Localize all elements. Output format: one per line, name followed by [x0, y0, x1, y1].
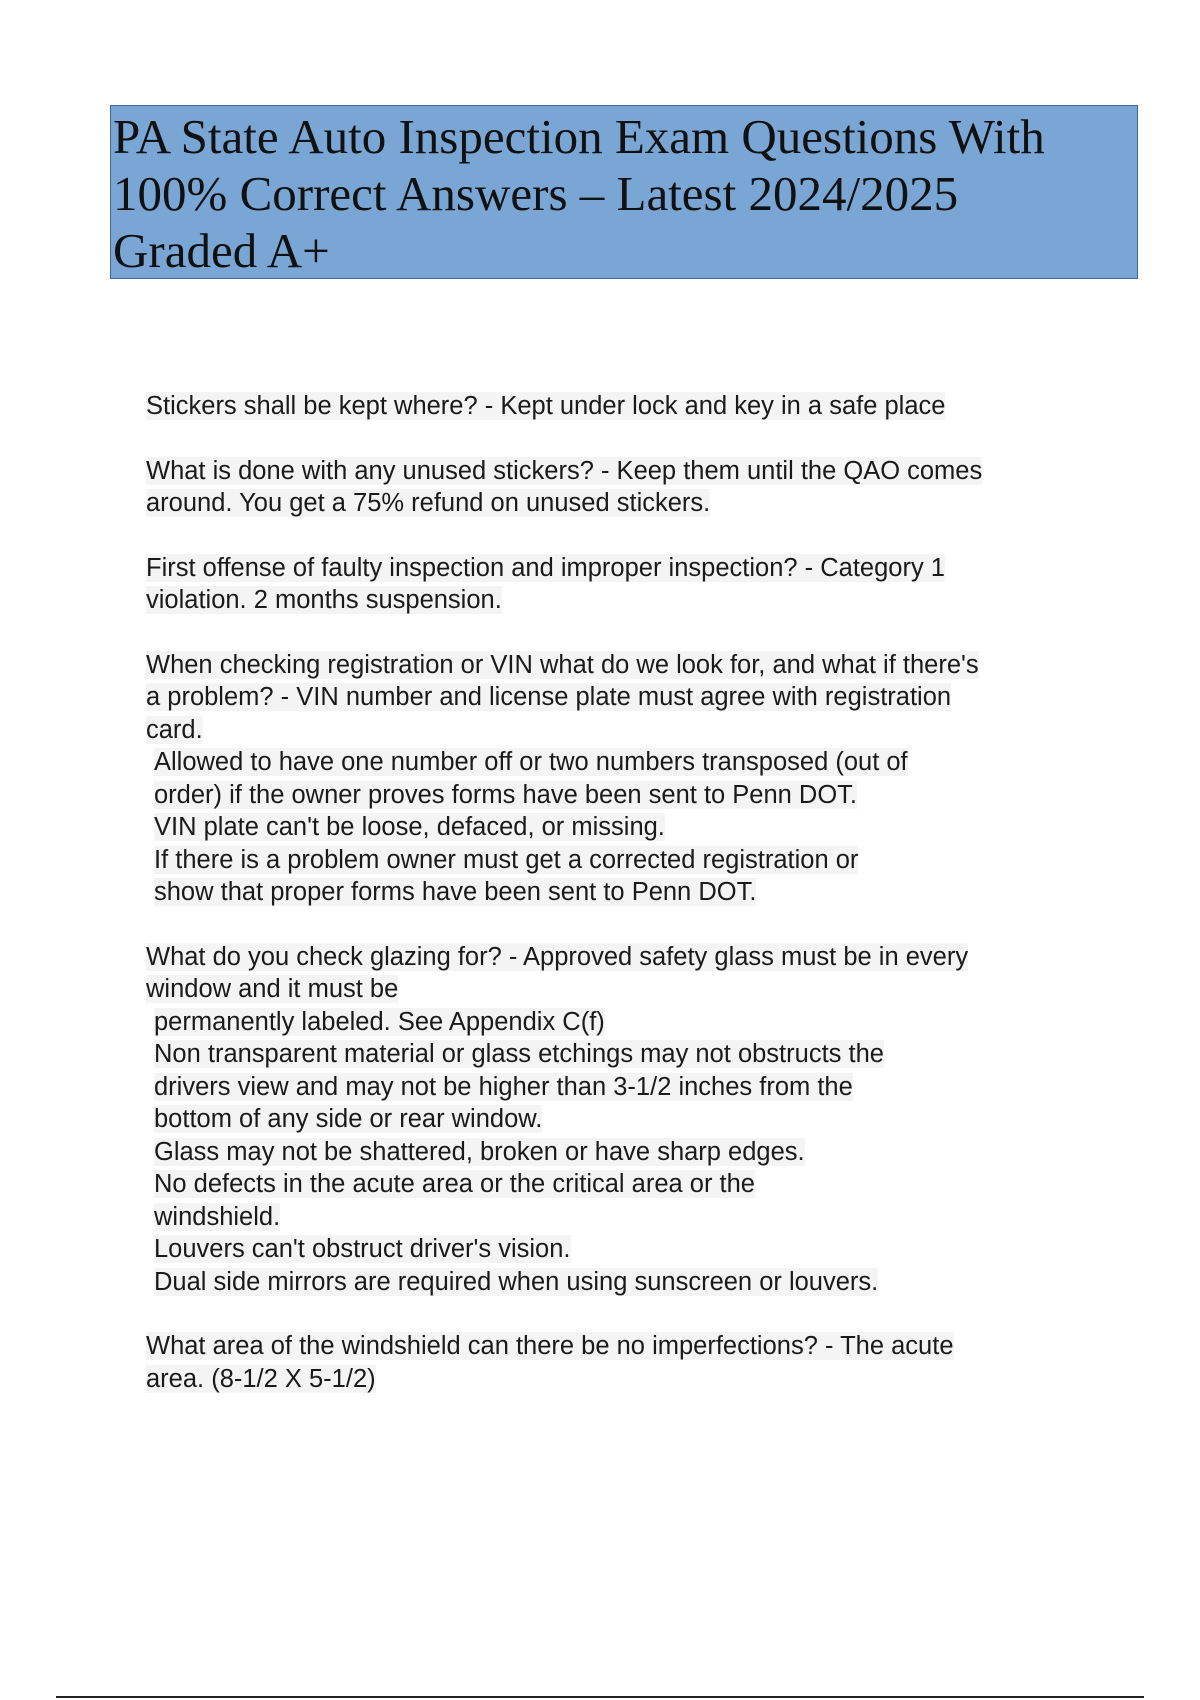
qa-line: What area of the windshield can there be no imperfections? - The acute	[146, 1332, 954, 1360]
qa-line: drivers view and may not be higher than 3-1/2 inches from the	[154, 1072, 853, 1101]
qa-line: card.	[146, 715, 203, 744]
qa-line: Allowed to have one number off or two numbers transposed (out of	[154, 748, 908, 776]
qa-line: Non transparent material or glass etchings may not obstructs the	[154, 1040, 884, 1068]
qa-line: Dual side mirrors are required when using sunscreen or louvers.	[154, 1267, 879, 1296]
qa-item-glazing	[146, 941, 1106, 1299]
qa-line: around. You get a 75% refund on unused stickers.	[146, 489, 711, 517]
qa-line: VIN plate can't be loose, defaced, or missing.	[154, 813, 665, 841]
qa-item-first-offense	[146, 552, 1106, 617]
page-bottom-divider	[56, 1696, 1144, 1698]
qa-line: bottom of any side or rear window.	[154, 1105, 543, 1133]
qa-line: show that proper forms have been sent to Penn DOT.	[154, 878, 757, 906]
qa-line: order) if the owner proves forms have been sent to Penn DOT.	[154, 780, 858, 809]
document-title	[113, 108, 1137, 279]
qa-line: window and it must be	[146, 975, 399, 1003]
qa-line: First offense of faulty inspection and improper inspection? - Category 1	[146, 553, 945, 582]
qa-line: windshield.	[154, 1202, 281, 1231]
title-line: Graded A+	[113, 223, 330, 278]
qa-line: Stickers shall be kept where? - Kept under lock and key in a safe place	[146, 392, 946, 420]
qa-item-registration-vin	[146, 649, 1106, 909]
qa-list	[146, 390, 1106, 1427]
title-line: 100% Correct Answers – Latest 2024/2025	[113, 166, 959, 221]
qa-line: What is done with any unused stickers? - Keep them until the QAO comes	[146, 456, 983, 485]
qa-item-windshield-acute-area	[146, 1330, 1106, 1395]
title-line: PA State Auto Inspection Exam Questions With	[113, 109, 1045, 164]
document-title-banner	[110, 105, 1138, 279]
qa-item-stickers-location	[146, 390, 1106, 423]
qa-line: violation. 2 months suspension.	[146, 586, 502, 614]
qa-item-unused-stickers	[146, 455, 1106, 520]
qa-line: Louvers can't obstruct driver's vision.	[154, 1235, 571, 1263]
qa-line: permanently labeled. See Appendix C(f)	[154, 1007, 605, 1036]
qa-line: No defects in the acute area or the critical area or the	[154, 1170, 755, 1198]
qa-line: When checking registration or VIN what do we look for, and what if there's	[146, 650, 979, 679]
qa-line: Glass may not be shattered, broken or have sharp edges.	[154, 1137, 805, 1166]
qa-line: If there is a problem owner must get a corrected registration or	[154, 845, 859, 874]
qa-line: What do you check glazing for? - Approved safety glass must be in every	[146, 942, 969, 971]
qa-line: a problem? - VIN number and license plate must agree with registration	[146, 683, 952, 711]
qa-line: area. (8-1/2 X 5-1/2)	[146, 1364, 376, 1393]
